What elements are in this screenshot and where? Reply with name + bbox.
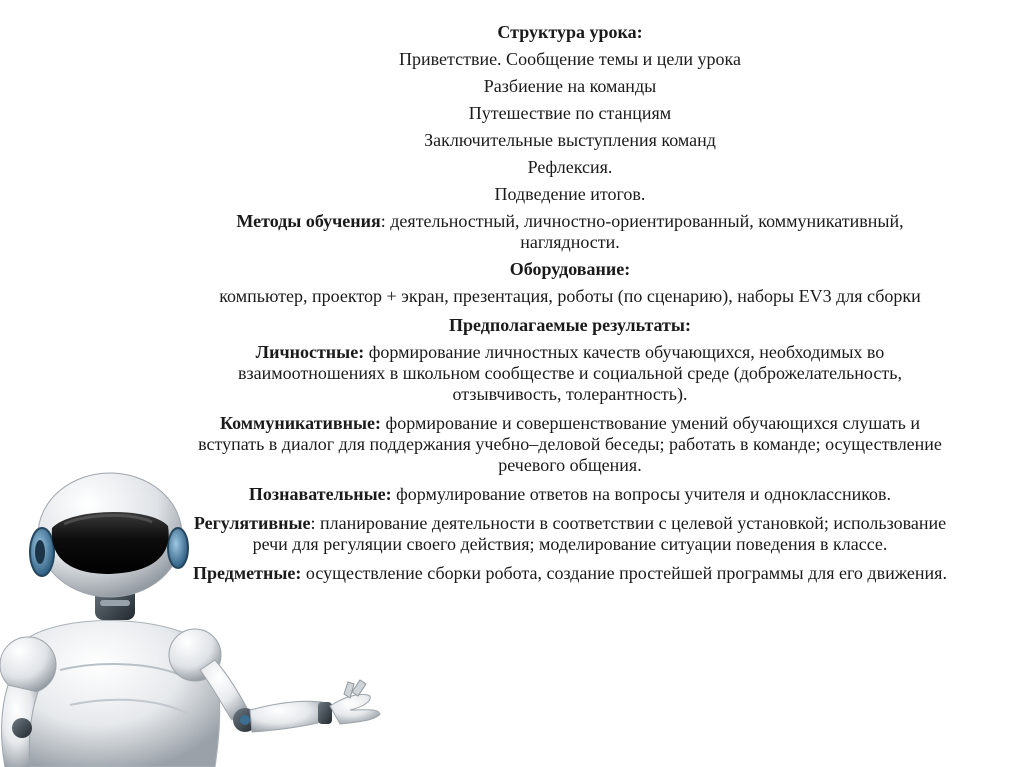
result-text: осуществление сборки робота, создание простейшей программы для его движения. bbox=[301, 563, 947, 583]
result-text: формирование и совершенствование умений обучающихся слушать и вступать в диалог для поддержания учебно–деловой беседы; работать в команде; осуществление речевого общения. bbox=[198, 413, 942, 475]
result-label: Предметные: bbox=[193, 563, 302, 583]
result-text: : планирование деятельности в соответствии с целевой установкой; использование речи для регуляции своего действия; моделирование ситуации поведения в классе. bbox=[252, 513, 947, 554]
structure-title: Структура урока: bbox=[497, 22, 643, 42]
robot-icon bbox=[0, 470, 400, 767]
methods-text: : деятельностный, личностно-ориентированный, коммуникативный, наглядности. bbox=[380, 211, 904, 252]
result-communicative bbox=[185, 413, 955, 476]
equipment-text: компьютер, проектор + экран, презентация, роботы (по сценарию), наборы EV3 для сборки bbox=[219, 286, 921, 306]
structure-step: Приветствие. Сообщение темы и цели урока bbox=[398, 49, 742, 69]
result-text: формирование личностных качеств обучающихся, необходимых во взаимоотношениях в школьном сообществе и социальной среде (доброжелательность, отзывчивость, толерантность). bbox=[238, 342, 902, 404]
structure-step: Рефлексия. bbox=[527, 157, 613, 177]
structure-step: Разбиение на команды bbox=[483, 76, 657, 96]
results-title: Предполагаемые результаты: bbox=[449, 315, 691, 335]
methods-label: Методы обучения bbox=[236, 211, 381, 231]
result-text: формулирование ответов на вопросы учителя и одноклассников. bbox=[391, 484, 892, 504]
result-label: Личностные: bbox=[255, 342, 365, 362]
result-label: Регулятивные bbox=[193, 513, 311, 533]
result-label: Познавательные: bbox=[248, 484, 392, 504]
result-personal bbox=[185, 342, 955, 405]
structure-step: Подведение итогов. bbox=[494, 184, 646, 204]
result-label: Коммуникативные: bbox=[219, 413, 382, 433]
equipment-title: Оборудование: bbox=[509, 259, 631, 279]
structure-step: Путешествие по станциям bbox=[468, 103, 672, 123]
methods-paragraph bbox=[185, 211, 955, 253]
structure-step: Заключительные выступления команд bbox=[424, 130, 716, 150]
